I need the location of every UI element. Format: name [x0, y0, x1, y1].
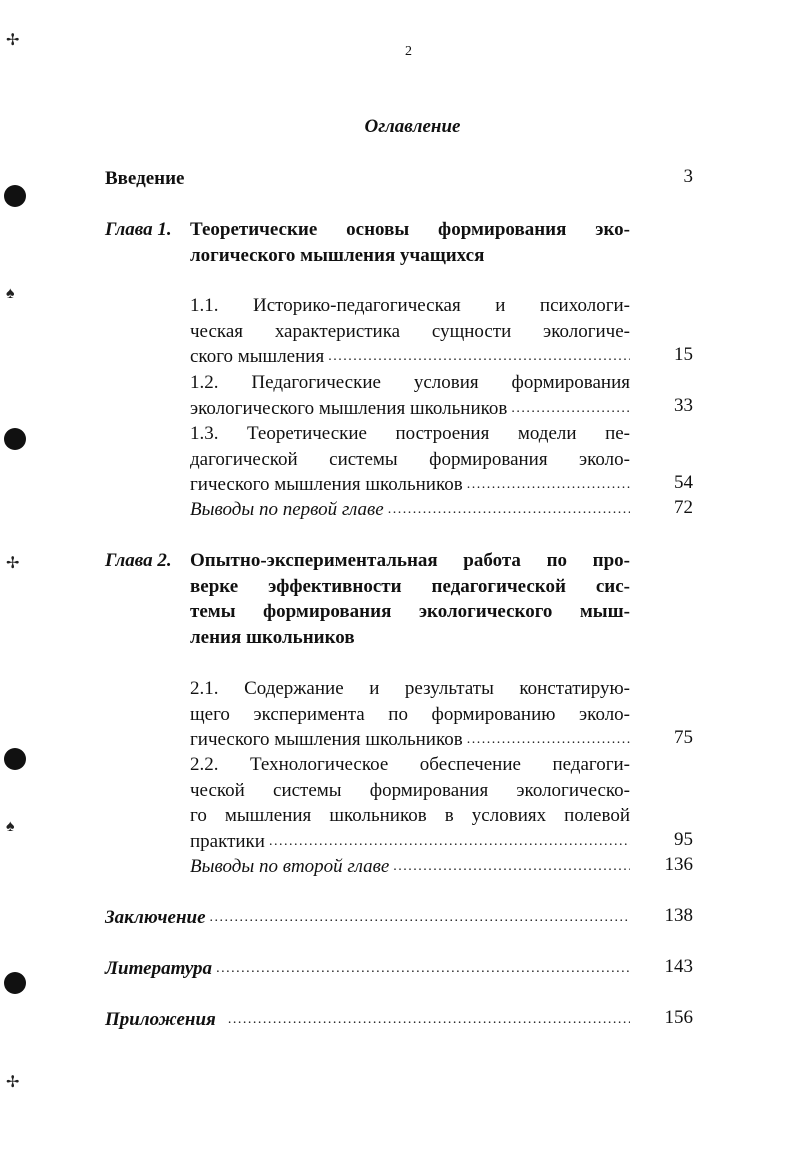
section-1-3 — [190, 421, 630, 498]
chapter2-title-line: ления школьников — [190, 626, 355, 648]
chapter2-title-line: Опытно-экспериментальная работа по про- — [190, 550, 630, 571]
leader-dots — [467, 727, 630, 753]
toc-closing-page: 138 — [664, 905, 693, 926]
section-text-line: экологического мышления школьников — [190, 397, 508, 419]
scan-artifact: ✢ — [6, 32, 20, 49]
appendix-label: Приложения — [105, 1009, 216, 1030]
toc-appendix-page: 156 — [664, 1007, 693, 1028]
chapter2-title-line: верке эффективности педагогической сис- — [190, 575, 630, 597]
binder-hole — [4, 972, 26, 994]
leader-dots — [467, 472, 630, 498]
section-text-line: 1.2. Педагогические условия формирования — [190, 372, 630, 393]
section-2-2-page: 95 — [674, 829, 693, 850]
chapter2-title-line: темы формирования экологического мыш- — [190, 601, 630, 623]
literature-label: Литература — [105, 958, 213, 979]
binder-hole — [4, 185, 26, 207]
toc-intro-label: Введение — [105, 168, 185, 189]
scan-artifact: ♠ — [6, 285, 15, 302]
section-1-2 — [190, 370, 630, 421]
chapter1-conclusion — [190, 497, 630, 523]
conclusion-label: Выводы по первой главе — [190, 499, 384, 520]
closing-label: Заключение — [105, 907, 206, 928]
chapter2-conclusion — [190, 854, 630, 880]
toc-literature-page: 143 — [664, 956, 693, 977]
section-text-line: ческой системы формирования экологическо- — [190, 779, 630, 801]
chapter2-label: Глава 2. — [105, 550, 172, 571]
section-text-line: дагогической системы формирования эколо- — [190, 448, 630, 470]
leader-dots — [328, 344, 630, 370]
binder-hole — [4, 428, 26, 450]
section-text-line: 2.1. Содержание и результаты констатирую- — [190, 678, 630, 699]
section-1-1-page: 15 — [674, 344, 693, 365]
section-text-line: гического мышления школьников — [190, 474, 463, 496]
section-2-1 — [190, 676, 630, 753]
scan-artifact: ♠ — [6, 818, 15, 835]
chapter2-conclusion-page: 136 — [664, 854, 693, 875]
section-text-line: 2.2. Технологическое обеспечение педагоги- — [190, 754, 630, 775]
chapter2-title — [190, 548, 630, 650]
section-2-1-page: 75 — [674, 727, 693, 748]
leader-dots — [228, 1007, 630, 1033]
chapter1-conclusion-page: 72 — [674, 497, 693, 518]
leader-dots — [210, 905, 630, 931]
section-text-line: практики — [190, 830, 265, 852]
section-text-line: 1.1. Историко-педагогическая и психологи- — [190, 295, 630, 316]
leader-dots — [388, 497, 630, 523]
leader-dots — [393, 854, 630, 880]
section-text-line: ческая характеристика сущности экологиче- — [190, 320, 630, 342]
chapter1-title-line: Теоретические основы формирования эко- — [190, 219, 630, 240]
page-number: 2 — [405, 44, 412, 59]
section-text-line: 1.3. Теоретические построения модели пе- — [190, 423, 630, 444]
toc-closing — [105, 905, 630, 931]
scan-artifact: ✢ — [6, 1074, 20, 1091]
chapter1-title — [190, 217, 630, 268]
section-1-3-page: 54 — [674, 472, 693, 493]
scan-artifact: ✢ — [6, 555, 20, 572]
section-text-line: гического мышления школьников — [190, 729, 463, 751]
toc-title: Оглавление — [364, 116, 461, 137]
section-text-line: щего эксперимента по формированию эколо- — [190, 703, 630, 725]
leader-dots — [511, 396, 630, 422]
toc-appendix — [105, 1007, 630, 1033]
chapter1-title-line: логического мышления учащихся — [190, 244, 485, 266]
toc-literature — [105, 956, 630, 982]
leader-dots — [269, 829, 630, 855]
section-2-2 — [190, 752, 630, 854]
conclusion-label: Выводы по второй главе — [190, 856, 390, 877]
leader-dots — [216, 956, 630, 982]
section-1-2-page: 33 — [674, 395, 693, 416]
section-text-line: ского мышления — [190, 346, 325, 368]
toc-intro-page: 3 — [683, 166, 693, 187]
section-1-1 — [190, 293, 630, 370]
binder-hole — [4, 748, 26, 770]
section-text-line: го мышления школьников в условиях полевой — [190, 805, 630, 827]
chapter1-label: Глава 1. — [105, 219, 172, 240]
